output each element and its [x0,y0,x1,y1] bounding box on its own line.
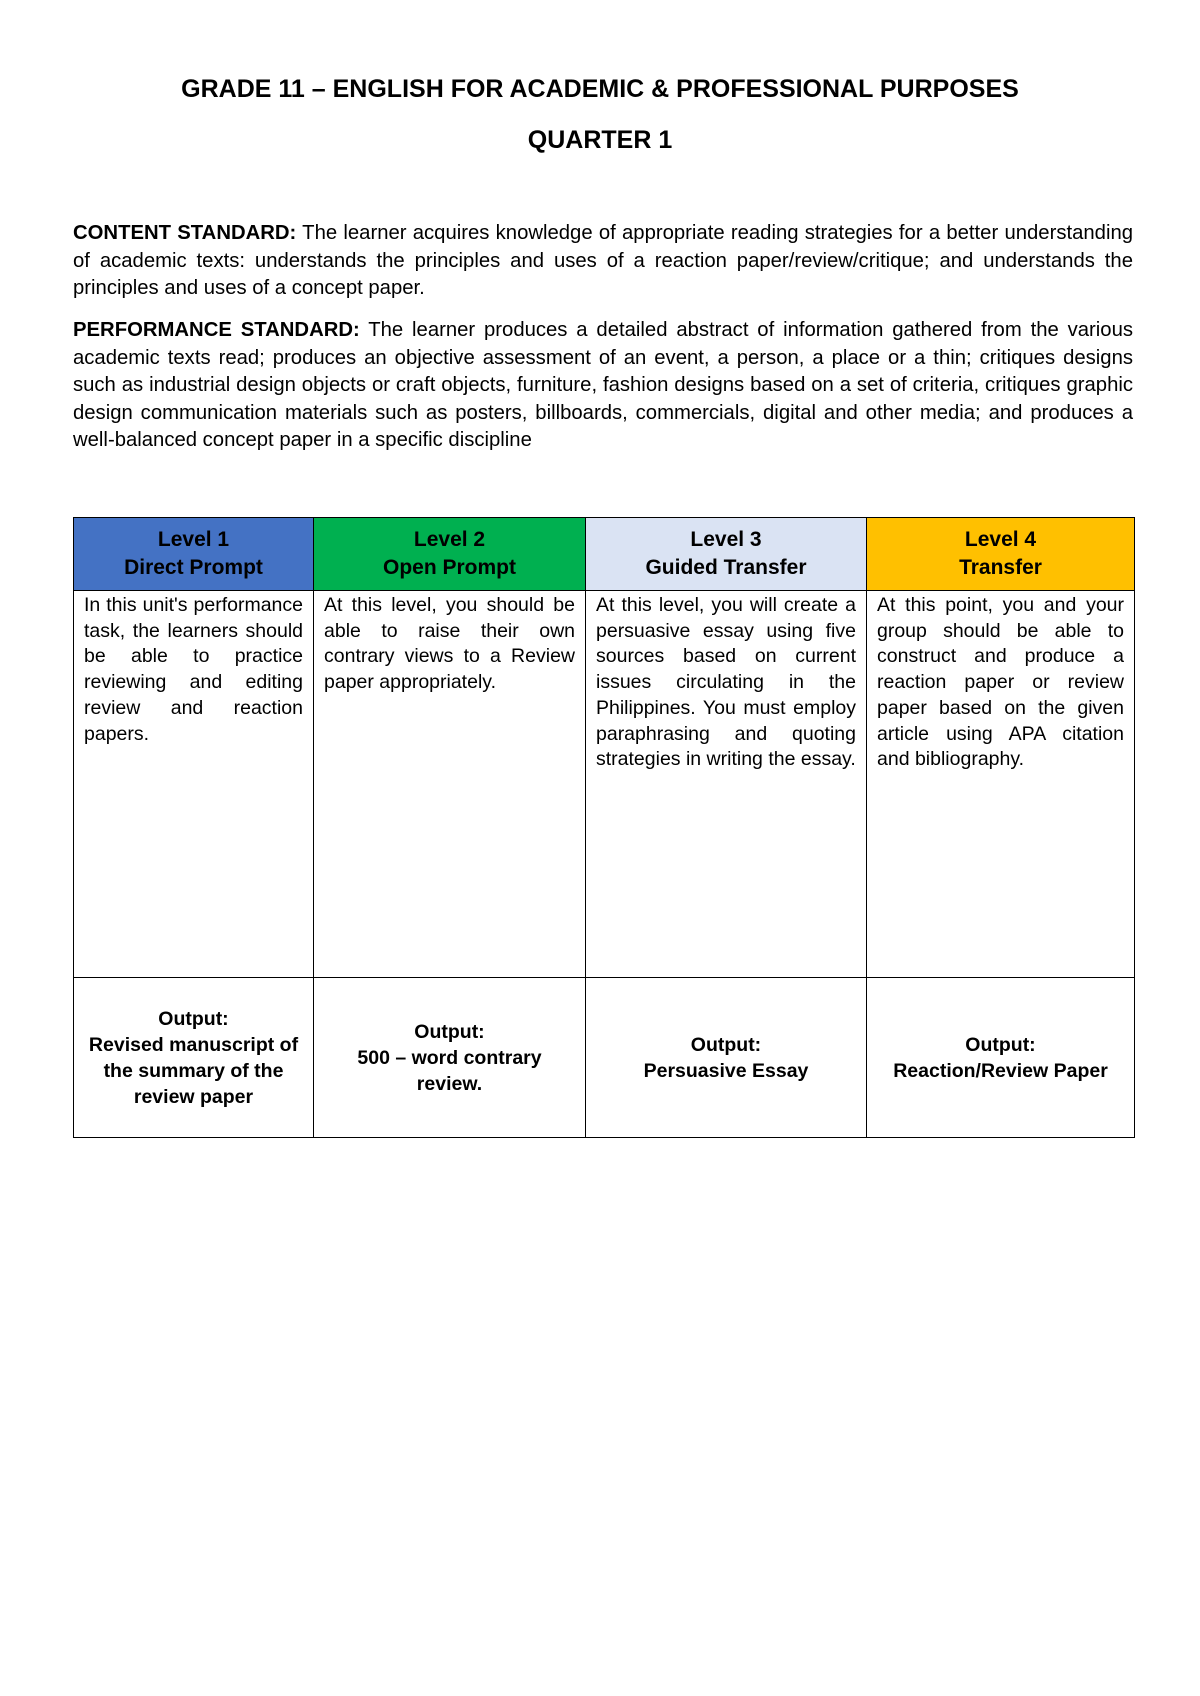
level-1-header [74,518,314,591]
levels-description-row [74,591,1135,978]
levels-output-row [74,978,1135,1138]
level-4-name: Transfer [959,556,1042,579]
level-4-output-cell [867,978,1135,1138]
level-1-output: Revised manuscript of the summary of the review paper [88,1033,299,1108]
level-1-output-cell [74,978,314,1138]
level-1-number: Level 1 [157,528,230,551]
performance-standard-paragraph [73,317,1133,455]
level-2-output-cell [314,978,586,1138]
level-2-name: Open Prompt [382,556,516,579]
level-3-output: Persuasive Essay [643,1059,809,1082]
level-1-description-cell [74,591,314,978]
level-3-name: Guided Transfer [645,556,807,579]
content-standard-text: The learner acquires knowledge of appropriate reading strategies for a better understanding of academic texts: understands the principles and uses of a reaction paper/review/critique; and understands the principles and uses of a concept paper. [73,222,1134,299]
level-3-description: At this level, you will create a persuasive essay using five sources based on current issues circulating in the Philippines. You must employ paraphrasing and quoting strategies in writing the essay. [596,594,856,771]
level-2-output-label: Output: [414,1020,485,1043]
level-2-number: Level 2 [413,528,486,551]
level-3-output-label: Output: [690,1033,762,1056]
level-4-output-label: Output: [965,1033,1036,1056]
performance-standard-label: PERFORMANCE STANDARD: [73,319,360,341]
level-4-description: At this point, you and your group should be able to construct and produce a reaction paper or review paper based on the given article using APA citation and bibliography. [877,594,1124,771]
level-1-description: In this unit's performance task, the learners should be able to practice reviewing and editing review and reaction papers. [84,594,303,745]
level-1-output-label: Output: [158,1007,229,1030]
content-standard-label: CONTENT STANDARD: [73,222,297,244]
levels-table [73,517,1135,1138]
level-2-header [314,518,586,591]
performance-standard-text: The learner produces a detailed abstract of information gathered from the various academic texts read; produces an objective assessment of an event, a person, a place or a thin; critiques designs such as industrial design objects or craft objects, furniture, fashion designs based on a set of criteria, critiques graphic design communication materials such as posters, billboards, commercials, digital and other media; and produces a well-balanced concept paper in a specific discipline [73,319,1133,451]
level-2-output: 500 – word contrary review. [357,1046,542,1095]
level-3-output-cell [586,978,867,1138]
level-4-output: Reaction/Review Paper [893,1059,1108,1082]
level-1-name: Direct Prompt [124,556,263,579]
level-3-description-cell [586,591,867,978]
level-4-description-cell [867,591,1135,978]
level-3-header [586,518,867,591]
level-2-description-cell [314,591,586,978]
level-4-number: Level 4 [964,528,1037,551]
levels-header-row [74,518,1135,591]
level-2-description: At this level, you should be able to raise their own contrary views to a Review paper appropriately. [324,594,575,694]
document-title: GRADE 11 – ENGLISH FOR ACADEMIC & PROFESSIONAL PURPOSES [181,75,1019,103]
content-standard-paragraph [73,220,1133,303]
level-4-header [867,518,1135,591]
quarter-heading: QUARTER 1 [527,126,673,154]
level-3-number: Level 3 [690,528,762,551]
